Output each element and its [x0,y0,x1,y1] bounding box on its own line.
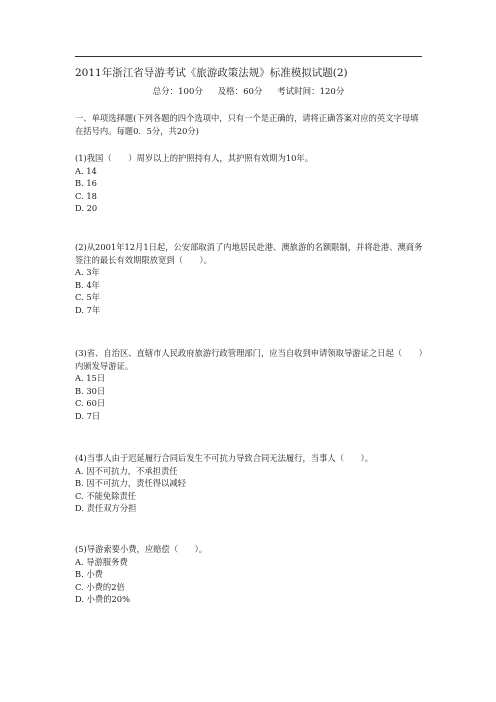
header-rule [75,56,422,57]
option-a: A. 因不可抗力，不承担责任 [75,465,178,476]
question-stem: (3)省、自治区、直辖市人民政府旅游行政管理部门，应当自收到申请领取导游证之日起（ ）内颁发导游证。 [75,348,423,371]
question-stem: (1)我国（ ）周岁以上的护照持有人，其护照有效期为10年。 [75,153,314,163]
option-b: B. 小费 [75,569,103,579]
question-1 [75,152,425,215]
question-2 [75,241,425,316]
option-d: D. 7日 [75,410,101,421]
option-d: D. 小费的20% [75,594,130,604]
question-stem: (2)从2001年12月1日起，公安部取消了内地居民赴港、澳旅游的名额限制，并将赴港、澳商务签注的最长有效期限放宽到（ ）。 [75,242,423,265]
section-instructions: 一、单项选择题(下列各题的四个选项中，只有一个是正确的，请将正确答案对应的英文字母填在括号内。每题0．5分，共20分) [75,113,419,136]
question-5 [75,543,425,606]
total-score: 总分：100分 [152,87,203,97]
option-d: D. 责任双方分担 [75,503,137,513]
question-stem: (4)当事人由于迟延履行合同后发生不可抗力导致合同无法履行，当事人（ ）。 [75,453,373,463]
question-stem: (5)导游索要小费，应赔偿（ ）。 [75,544,208,554]
option-a: A. 3年 [75,267,100,277]
option-c: C. 60日 [75,398,106,408]
exam-meta [75,86,422,98]
option-c: C. 不能免除责任 [75,490,137,501]
question-4 [75,452,425,515]
option-c: C. 18 [75,190,97,201]
option-b: B. 16 [75,178,97,188]
pass-score: 及格：60分 [217,87,263,97]
exam-time: 考试时间：120分 [277,87,345,97]
question-3 [75,347,425,422]
option-b: B. 30日 [75,385,106,396]
page-title: 2011年浙江省导游考试《旅游政策法规》标准模拟试题(2) [75,67,348,79]
option-c: C. 5年 [75,292,100,302]
option-d: D. 20 [75,203,98,213]
option-a: A. 导游服务费 [75,556,128,567]
option-c: C. 小费的2倍 [75,581,125,592]
option-a: A. 15日 [75,373,106,383]
option-d: D. 7年 [75,304,101,315]
option-b: B. 因不可抗力，责任得以减轻 [75,478,186,488]
option-a: A. 14 [75,165,97,176]
option-b: B. 4年 [75,279,100,290]
